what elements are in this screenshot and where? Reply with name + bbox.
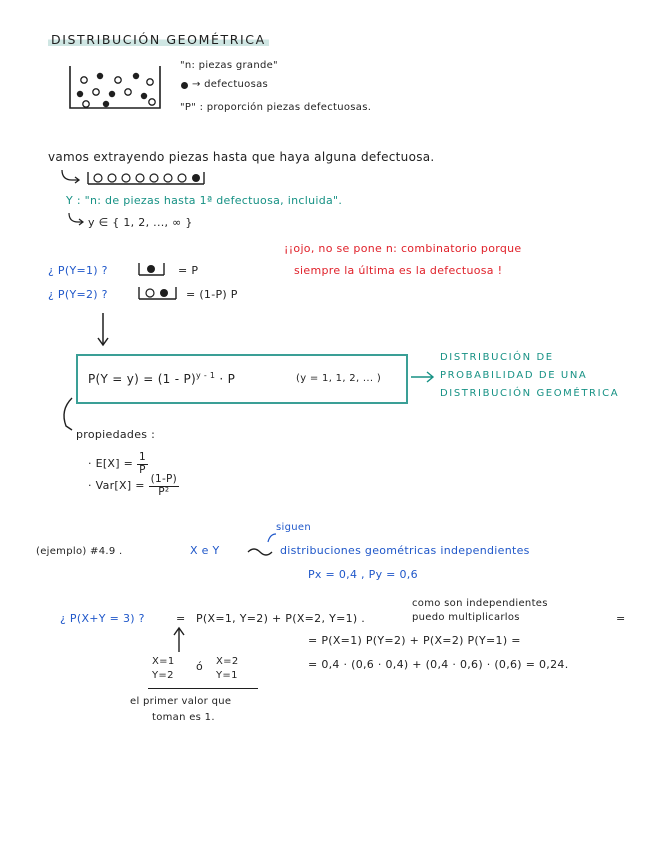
case-1-x: X=1 <box>152 656 175 667</box>
independence-note-1: como son independientes <box>412 598 548 609</box>
variance-label: · Var[X] = <box>88 479 145 493</box>
good-piece-icon <box>83 101 89 107</box>
variance-numerator: (1-P) <box>150 473 178 485</box>
prob-y1-answer: = P <box>178 264 199 277</box>
formula-label-line-2: PROBABILIDAD DE UNA <box>440 370 588 381</box>
calc-line-3: = 0,4 · (0,6 · 0,4) + (0,4 · 0,6) · (0,6) = 0,24. <box>308 658 569 671</box>
formula-exponent: y - 1 <box>196 371 216 380</box>
case-2-y: Y=1 <box>216 670 238 681</box>
example-siguen: siguen <box>276 522 311 533</box>
prob-y1-question: ¿ P(Y=1) ? <box>48 264 108 277</box>
cases-or: ó <box>196 660 204 673</box>
expectation-denominator: P <box>139 463 146 476</box>
legend-proportion: "P" : proporción piezas defectuosas. <box>180 102 372 113</box>
cases-caption-1: el primer valor que <box>130 696 232 707</box>
formula-main: P(Y = y) = (1 - P) <box>88 372 196 386</box>
extraction-sequence <box>60 168 210 188</box>
y-definition: Y : "n: de piezas hasta 1ª defectuosa, incluida". <box>66 194 343 207</box>
good-piece-icon <box>147 79 153 85</box>
properties-heading: propiedades : <box>76 428 156 441</box>
down-arrow-icon <box>96 312 110 348</box>
case-2-x: X=2 <box>216 656 239 667</box>
calc-eq-sign: = <box>176 612 186 625</box>
prob-y2-answer: = (1-P) P <box>186 288 238 301</box>
formula-label-line-3: DISTRIBUCIÓN GEOMÉTRICA <box>440 388 620 399</box>
cases-caption-2: toman es 1. <box>152 712 215 723</box>
defective-piece-icon <box>103 101 109 107</box>
defective-piece-icon <box>109 91 115 97</box>
note-line-2: siempre la última es la defectuosa ! <box>294 264 503 277</box>
pieces-box-illustration <box>66 64 166 112</box>
defective-piece-icon <box>141 93 147 99</box>
variance-line <box>88 474 179 498</box>
page-title: DISTRIBUCIÓN GEOMÉTRICA <box>48 32 269 47</box>
expectation-line <box>88 452 148 476</box>
independence-note-2: puedo multiplicarlos <box>412 612 520 623</box>
hook-arrow-icon <box>62 170 78 180</box>
sequence-one-defective <box>136 260 168 278</box>
formula-label-line-1: DISTRIBUCIÓN DE <box>440 352 554 363</box>
sequence-two-defective <box>136 284 180 302</box>
expectation-fraction <box>137 452 148 476</box>
variance-fraction <box>149 474 180 498</box>
legend-pieces: "n: piezas grande" <box>180 60 278 71</box>
formula-tail: · P <box>219 372 236 386</box>
defective-dot-icon <box>181 82 188 89</box>
good-piece-icon <box>81 77 87 83</box>
example-label: (ejemplo) #4.9 . <box>36 546 123 557</box>
curved-brace-icon <box>58 396 78 434</box>
defective-piece-icon <box>133 73 139 79</box>
good-piece-icon <box>93 89 99 95</box>
case-1-y: Y=2 <box>152 670 174 681</box>
tilde-arrow-icon <box>244 530 280 560</box>
variance-denominator: P² <box>158 485 170 498</box>
geometric-pmf-formula <box>88 371 235 386</box>
note-line-1: ¡¡ojo, no se pone n: combinatorio porque <box>284 242 522 255</box>
up-arrow-icon <box>172 626 186 654</box>
intro-sentence: vamos extrayendo piezas hasta que haya alguna defectuosa. <box>48 150 435 164</box>
calc-expansion: P(X=1, Y=2) + P(X=2, Y=1) . <box>196 612 366 625</box>
y-range: y ∈ { 1, 2, ..., ∞ } <box>88 216 193 229</box>
example-distributions: distribuciones geométricas independientes <box>280 544 530 557</box>
good-piece-icon <box>115 77 121 83</box>
defective-piece-icon <box>97 73 103 79</box>
defective-piece-icon <box>77 91 83 97</box>
formula-domain: (y = 1, 1, 2, ... ) <box>296 373 382 384</box>
prob-y2-question: ¿ P(Y=2) ? <box>48 288 108 301</box>
calc-trailing-eq: = <box>616 612 626 625</box>
expectation-label: · E[X] = <box>88 457 134 471</box>
legend-defective: → defectuosas <box>192 79 269 90</box>
calc-question: ¿ P(X+Y = 3) ? <box>60 612 145 625</box>
example-vars: X e Y <box>190 544 220 557</box>
example-parameters: Px = 0,4 , Py = 0,6 <box>308 568 418 581</box>
good-piece-icon <box>125 89 131 95</box>
calc-line-2: = P(X=1) P(Y=2) + P(X=2) P(Y=1) = <box>308 634 521 647</box>
cases-underline <box>148 688 258 689</box>
good-piece-icon <box>149 99 155 105</box>
right-arrow-icon <box>410 370 436 384</box>
hook-arrow-icon <box>66 212 86 228</box>
expectation-numerator: 1 <box>138 451 146 463</box>
